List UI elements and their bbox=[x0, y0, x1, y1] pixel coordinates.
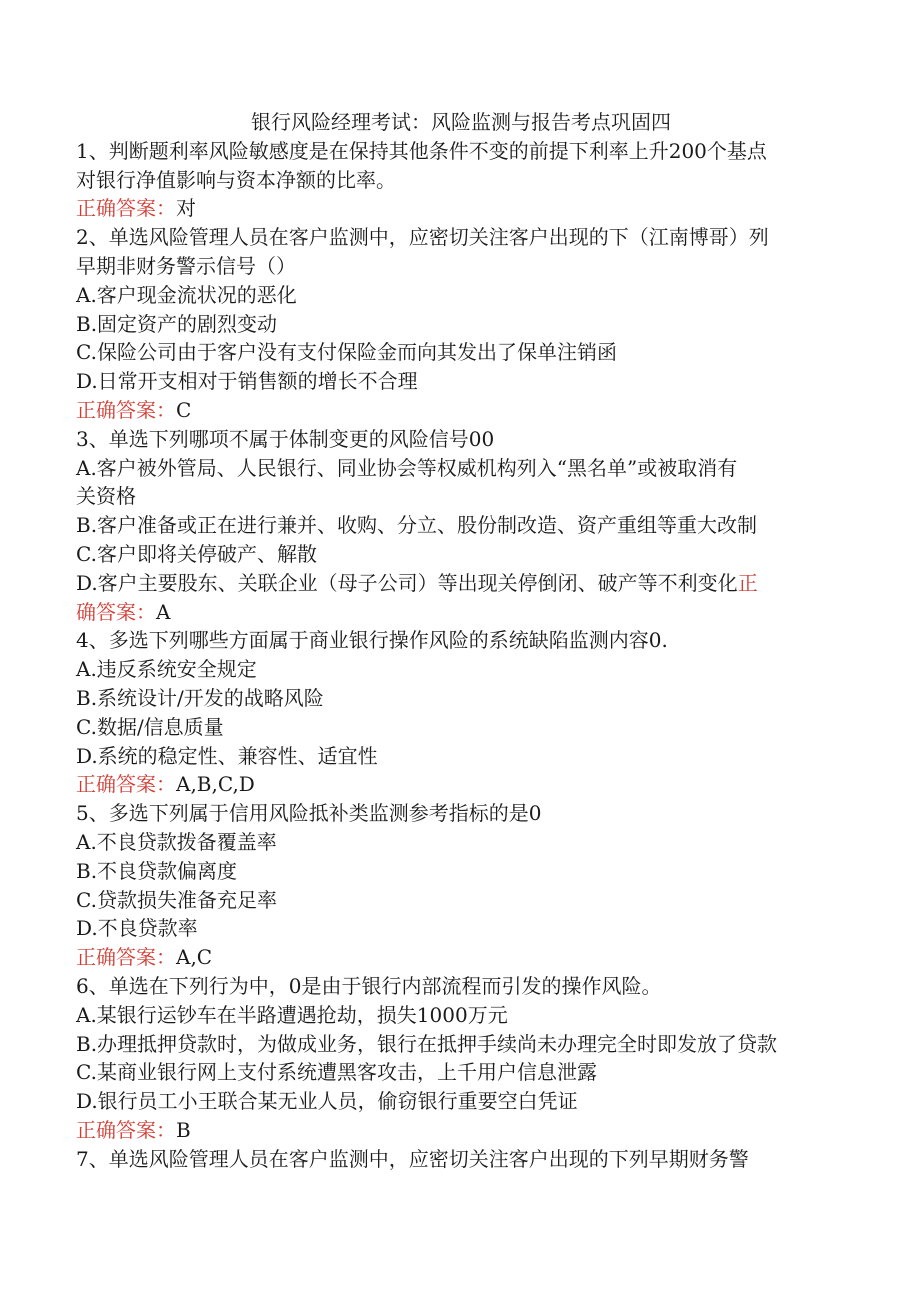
question-3-line-1: 3、单选下列哪项不属于体制变更的风险信号00 bbox=[76, 426, 495, 451]
question-6-line-1: 6、单选在下列行为中，0是由于银行内部流程而引发的操作风险。 bbox=[76, 973, 662, 998]
answer-value: A,B,C,D bbox=[176, 772, 255, 797]
question-4-option-a: A.违反系统安全规定 bbox=[76, 657, 257, 682]
question-4-option-c: C.数据/信息质量 bbox=[76, 714, 224, 739]
question-3-option-c: C.客户即将关停破产、解散 bbox=[76, 541, 317, 566]
answer-label: 正确答案： bbox=[76, 772, 176, 797]
answer-label-part-2: 确答案： bbox=[76, 599, 156, 624]
question-5-answer bbox=[76, 943, 846, 972]
question-6-option-b: B.办理抵押贷款时，为做成业务，银行在抵押手续尚未办理完全时即发放了贷款 bbox=[76, 1031, 778, 1056]
answer-value: 对 bbox=[176, 196, 196, 221]
answer-value: C bbox=[176, 397, 192, 422]
question-5-option-c: C.贷款损失准备充足率 bbox=[76, 887, 277, 912]
question-2-option-a: A.客户现金流状况的恶化 bbox=[76, 282, 297, 307]
answer-value: A,C bbox=[176, 945, 213, 970]
question-2-line-1: 2、单选风险管理人员在客户监测中，应密切关注客户出现的下（江南博哥）列 bbox=[76, 225, 769, 250]
question-2-option-c: C.保险公司由于客户没有支付保险金而向其发出了保单注销函 bbox=[76, 340, 617, 365]
answer-value: B bbox=[176, 1117, 191, 1142]
answer-label: 正确答案： bbox=[76, 196, 176, 221]
question-3-option-a-cont: 关资格 bbox=[76, 484, 136, 509]
question-2-answer bbox=[76, 396, 846, 425]
document-page bbox=[76, 108, 846, 1173]
question-3-answer bbox=[76, 598, 846, 627]
answer-value: A bbox=[156, 599, 171, 624]
answer-label-part-1: 正 bbox=[737, 570, 758, 595]
answer-label: 正确答案： bbox=[76, 397, 176, 422]
question-1-answer bbox=[76, 194, 846, 223]
question-1-line-1: 1、判断题利率风险敏感度是在保持其他条件不变的前提下利率上升200个基点 bbox=[76, 138, 767, 163]
question-5-option-b: B.不良贷款偏离度 bbox=[76, 858, 238, 883]
question-4-option-d: D.系统的稳定性、兼容性、适宜性 bbox=[76, 743, 378, 768]
question-5-option-a: A.不良贷款拨备覆盖率 bbox=[76, 829, 277, 854]
document-title: 银行风险经理考试：风险监测与报告考点巩固四 bbox=[251, 110, 671, 134]
question-6-answer bbox=[76, 1116, 846, 1145]
question-3-option-a: A.客户被外管局、人民银行、同业协会等权威机构列入“黑名单”或被取消有 bbox=[76, 455, 738, 480]
question-6-option-a: A.某银行运钞车在半路遭遇抢劫，损失1000万元 bbox=[76, 1002, 508, 1027]
question-2-line-2: 早期非财务警示信号（） bbox=[76, 253, 296, 278]
question-1-line-2: 对银行净值影响与资本净额的比率。 bbox=[76, 167, 396, 192]
question-5-option-d: D.不良贷款率 bbox=[76, 916, 198, 941]
question-3-option-d bbox=[76, 569, 846, 598]
question-2-option-b: B.固定资产的剧烈变动 bbox=[76, 311, 278, 336]
question-4-option-b: B.系统设计/开发的战略风险 bbox=[76, 685, 324, 710]
answer-label: 正确答案： bbox=[76, 945, 176, 970]
answer-label: 正确答案： bbox=[76, 1117, 176, 1142]
question-2-option-d: D.日常开支相对于销售额的增长不合理 bbox=[76, 369, 418, 394]
question-3-option-d-text: D.客户主要股东、关联企业（母子公司）等出现关停倒闭、破产等不利变化 bbox=[76, 570, 738, 595]
question-6-option-d: D.银行员工小王联合某无业人员，偷窃银行重要空白凭证 bbox=[76, 1089, 578, 1114]
question-4-answer bbox=[76, 770, 846, 799]
question-4-line-1: 4、多选下列哪些方面属于商业银行操作风险的系统缺陷监测内容0. bbox=[76, 628, 668, 653]
question-5-line-1: 5、多选下列属于信用风险抵补类监测参考指标的是0 bbox=[76, 801, 542, 826]
question-3-option-b: B.客户准备或正在进行兼并、收购、分立、股份制改造、资产重组等重大改制 bbox=[76, 513, 758, 538]
question-6-option-c: C.某商业银行网上支付系统遭黑客攻击，上千用户信息泄露 bbox=[76, 1060, 597, 1085]
question-7-line-1: 7、单选风险管理人员在客户监测中，应密切关注客户出现的下列早期财务警 bbox=[76, 1146, 749, 1171]
